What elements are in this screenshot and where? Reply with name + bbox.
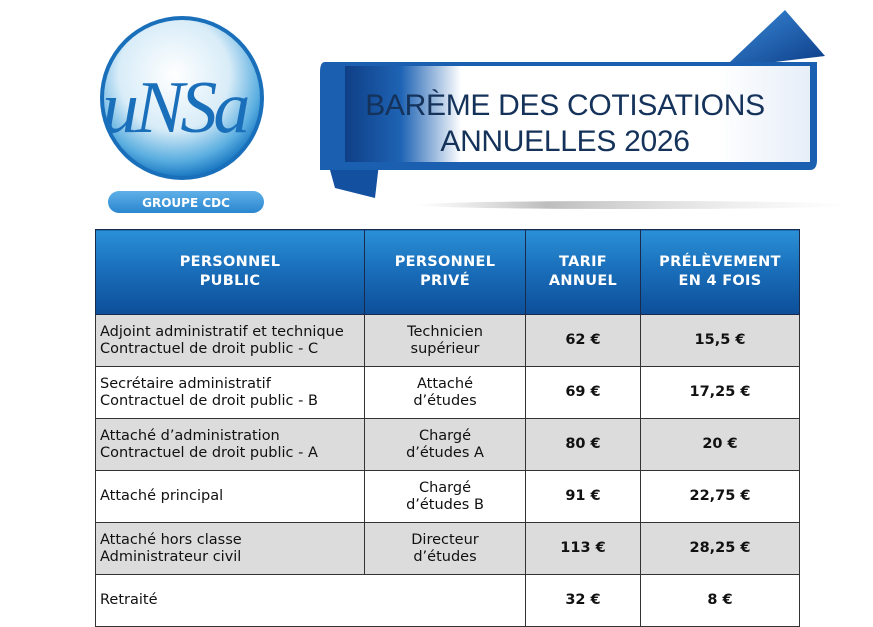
cell-tarif: 113 € <box>526 523 641 575</box>
table-row <box>96 471 800 523</box>
cell-public-line: Contractuel de droit public - A <box>100 444 318 461</box>
tariff-table <box>95 229 800 627</box>
table-header-row <box>96 230 800 315</box>
cell-prive <box>365 315 526 367</box>
cell-public <box>96 523 365 575</box>
header-prelevement-line2: EN 4 FOIS <box>678 273 762 289</box>
cell-prive-line: d’études A <box>406 444 484 461</box>
header-public-line2: PUBLIC <box>199 273 261 289</box>
header-prive-line1: PERSONNEL <box>394 254 496 270</box>
cell-prive-line: d’études <box>413 392 477 409</box>
header-prive <box>365 230 526 315</box>
cell-public-line: Attaché hors classe <box>100 531 242 548</box>
cell-public-line: Secrétaire administratif <box>100 375 271 392</box>
cell-tarif: 69 € <box>526 367 641 419</box>
header-public-line1: PERSONNEL <box>179 254 281 270</box>
cell-prive-line: d’études B <box>406 496 484 513</box>
header-prive-line2: PRIVÉ <box>420 273 470 289</box>
logo-group-label: GROUPE CDC <box>142 196 230 210</box>
table-row <box>96 315 800 367</box>
cell-public-line: Administrateur civil <box>100 548 242 565</box>
cell-public-line: Contractuel de droit public - B <box>100 392 318 409</box>
cell-public <box>96 315 365 367</box>
banner-title-line2: ANNUELLES 2026 <box>440 125 690 158</box>
cell-public <box>96 367 365 419</box>
cell-prelevement: 22,75 € <box>641 471 800 523</box>
cell-public-line: Attaché d’administration <box>100 427 280 444</box>
cell-prelevement: 28,25 € <box>641 523 800 575</box>
unsa-logo <box>96 14 276 214</box>
table-row <box>96 523 800 575</box>
header-tarif <box>526 230 641 315</box>
cell-public-line: Attaché principal <box>100 488 224 504</box>
banner-title <box>330 88 800 160</box>
cell-public-line: Adjoint administratif et technique <box>100 323 344 340</box>
cell-prive <box>365 471 526 523</box>
cell-tarif: 80 € <box>526 419 641 471</box>
table-row <box>96 419 800 471</box>
cell-prelevement: 17,25 € <box>641 367 800 419</box>
cell-public <box>96 471 365 523</box>
cell-prelevement: 8 € <box>641 575 800 627</box>
logo-letters: uNSa <box>102 67 247 149</box>
cell-public-line: Retraité <box>100 592 158 608</box>
cell-public-line: Contractuel de droit public - C <box>100 340 319 357</box>
cell-prive-line: Directeur <box>411 531 479 548</box>
cell-prive-line: Attaché <box>416 375 473 392</box>
cell-tarif: 91 € <box>526 471 641 523</box>
cell-prive-line: supérieur <box>410 340 480 357</box>
cell-tarif: 32 € <box>526 575 641 627</box>
cell-prive <box>365 367 526 419</box>
cell-prive-line: Technicien <box>407 323 483 340</box>
cell-prive-line: Chargé <box>418 427 472 444</box>
header-public <box>96 230 365 315</box>
header-tarif-line2: ANNUEL <box>548 273 618 289</box>
header-prelevement-line1: PRÉLÈVEMENT <box>659 254 781 270</box>
table-row <box>96 367 800 419</box>
banner-title-line1: BARÈME DES COTISATIONS <box>365 89 765 122</box>
cell-prelevement: 20 € <box>641 419 800 471</box>
cell-prive-line: Chargé <box>418 479 472 496</box>
header-prelevement <box>641 230 800 315</box>
cell-prelevement: 15,5 € <box>641 315 800 367</box>
cell-prive-line: d’études <box>413 548 477 565</box>
cell-prive <box>365 419 526 471</box>
cell-prive <box>365 523 526 575</box>
cell-public <box>96 575 526 627</box>
cell-public <box>96 419 365 471</box>
cell-tarif: 62 € <box>526 315 641 367</box>
table-row <box>96 575 800 627</box>
header-tarif-line1: TARIF <box>559 254 607 270</box>
